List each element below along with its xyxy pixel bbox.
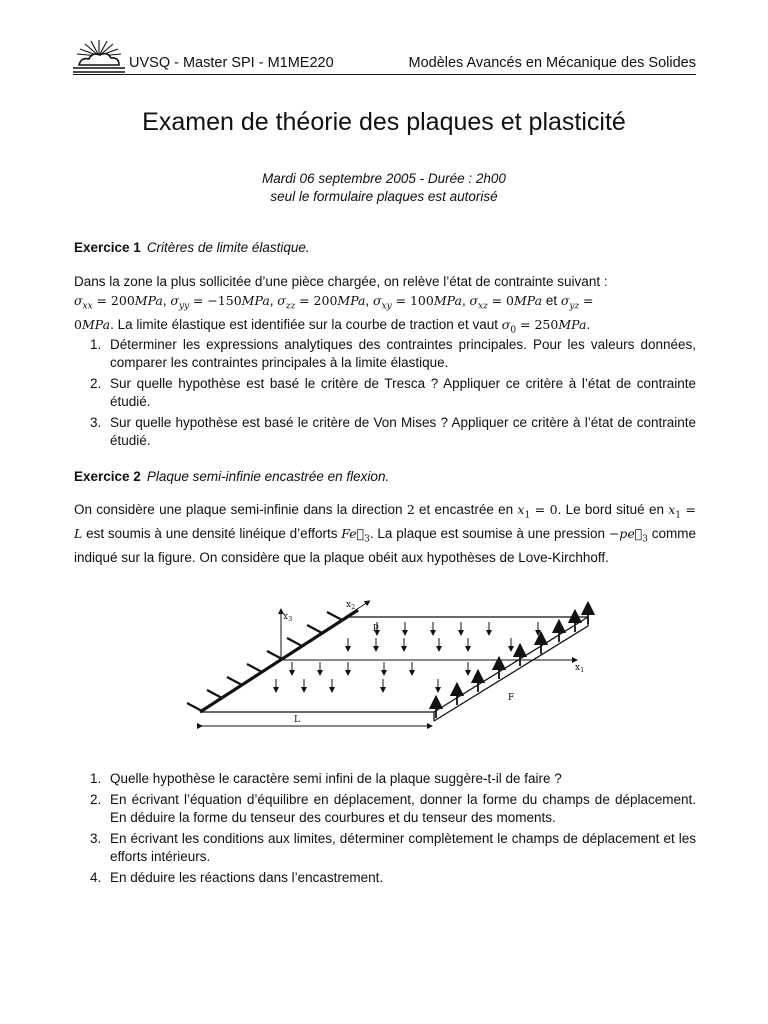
list-item: 3. Sur quelle hypothèse est basé le critère de Von Mises ? Appliquer ce critère à l’état de contrainte étudié. [90, 415, 696, 448]
exercise-1-questions [74, 336, 696, 453]
header-rule [73, 74, 696, 75]
elastic-limit-text: . La limite élastique est identifiée sur la courbe de traction et vaut [110, 316, 502, 332]
pressure-label: p [373, 622, 379, 632]
length-label: L [294, 715, 300, 725]
exam-date: Mardi 06 septembre 2005 - Durée : 2h00 [262, 171, 506, 186]
exercise-1-statement: Dans la zone la plus sollicitée d’une pièce chargée, on relève l’état de contrainte suivant : $\sigma_{xx} = 200MPa$, $\sigma_{yy} = -150MPa$, $\sigma_{zz} = 200MPa$, $\sigma_{xy} = 100MPa$, $\sigma_{xz} = 0MPa$ et $\sigma_{yz}$ = 0MPa. La limite élastique est identifiée sur la courbe de traction et vaut $\sigma_0 = 250MPa$. [74, 274, 608, 335]
list-item: 1. Quelle hypothèse le caractère semi infini de la plaque suggère-t-il de faire ? [90, 771, 562, 786]
plate-figure [180, 596, 600, 741]
exercise-2-heading [74, 469, 389, 484]
list-item: 2. Sur quelle hypothèse est basé le critère de Tresca ? Appliquer ce critère à l’état de contrainte étudié. [90, 376, 696, 409]
list-item: 4. En déduire les réactions dans l’encastrement. [90, 870, 384, 885]
exercise-2-questions [74, 770, 696, 890]
page-header [73, 38, 696, 78]
exam-info [0, 170, 768, 206]
list-item: 3. En écrivant les conditions aux limites, déterminer complètement le champs de déplacement et les efforts intérieurs. [90, 831, 696, 864]
pressure-arrows [276, 622, 538, 690]
uvsq-logo-icon [73, 38, 125, 74]
exam-rules: seul le formulaire plaques est autorisé [270, 189, 498, 204]
exercise-2-label: Exercice 2 [74, 469, 141, 484]
exercise-2-topic: Plaque semi-infinie encastrée en flexion. [146, 469, 390, 484]
force-label: F [508, 693, 515, 703]
list-item: 1. Déterminer les expressions analytiques des contraintes principales. Pour les valeurs données, comparer les contraintes principales à la limite élastique. [90, 337, 696, 370]
axis-label-x3: $x_3$ [283, 612, 293, 623]
stress-state: $\sigma_{xx} = 200MPa$, $\sigma_{yy} = -150MPa$, $\sigma_{zz} = 200MPa$, $\sigma_{xy} = 100MPa$, $\sigma_{xz} = 0MPa$ et $\sigma_{yz}$ = 0MPa [74, 292, 594, 332]
header-module: Modèles Avancés en Mécanique des Solides [408, 55, 696, 71]
axis-label-x1: $x_1$ [575, 663, 585, 674]
exercise-1-topic: Critères de limite élastique. [146, 240, 310, 255]
exercise-1-label: Exercice 1 [74, 240, 141, 255]
header-course: UVSQ - Master SPI - M1ME220 [129, 55, 334, 71]
exercise-2-statement: On considère une plaque semi-infinie dans la direction 2 et encastrée en $x_1 = 0$. Le bord situé en $x_1 = L$ est soumis à une densité linéique d’efforts $Fe⃗_3$. La plaque est soumise à une pression $-pe⃗_3$ comme indiqué sur la figure. On considère que la plaque obéit aux hypothèses de Love-Kirchhoff. [74, 502, 696, 565]
list-item: 2. En écrivant l’équation d’équilibre en déplacement, donner la forme du champs de déplacement. En déduire la forme du tenseur des courbures et du tenseur des moments. [90, 792, 696, 825]
clamp-hatching [187, 612, 342, 711]
axis-label-x2: $x_2$ [346, 600, 356, 611]
page-title: Examen de théorie des plaques et plasticité [142, 108, 626, 136]
exercise-1-intro: Dans la zone la plus sollicitée d’une pièce chargée, on relève l’état de contrainte suivant : [74, 274, 608, 289]
exercise-1-heading [74, 240, 310, 255]
clamped-edge [200, 610, 358, 712]
